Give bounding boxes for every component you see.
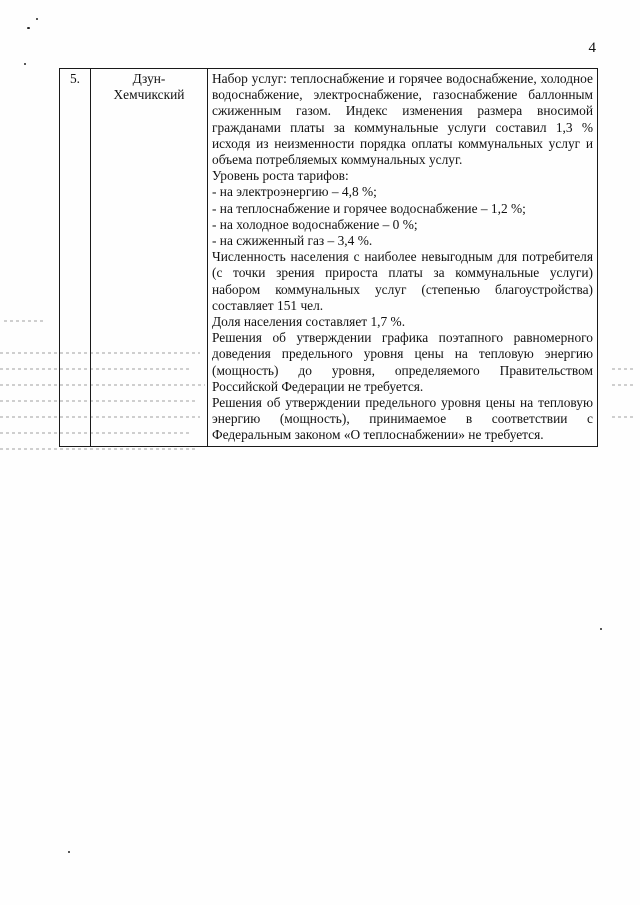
scan-speck [600, 628, 602, 630]
tariff-heating: - на теплоснабжение и горячее водоснабжение – 1,2 %; [212, 200, 526, 216]
row-number: 5. [69, 71, 81, 86]
table-row [60, 69, 598, 447]
municipality-table [59, 68, 598, 447]
schedule-decision-paragraph: Решения об утверждении графика поэтапного равномерного доведения предельного уровня цены на тепловую энергию (мощность) до уровня, определяемого Правительством Российской Федерации не требуется. [212, 330, 593, 394]
municipality-name-line-2: Хемчикский [113, 87, 185, 103]
population-paragraph: Численность населения с наиболее невыгодным для потребителя (с точки зрения прироста платы за коммунальные услуги) набором коммунальных услуг (степенью благоустройства) составляет 151 чел. [212, 249, 593, 313]
municipality-name-cell [91, 69, 208, 447]
tariff-growth-heading: Уровень роста тарифов: [212, 168, 349, 184]
scan-speck [27, 27, 30, 29]
scan-speck [68, 851, 70, 853]
population-share: Доля населения составляет 1,7 %. [212, 314, 406, 330]
row-number-cell [60, 69, 91, 447]
municipality-name-line-1: Дзун- [132, 71, 166, 86]
tariff-gas: - на сжиженный газ – 3,4 %. [212, 233, 373, 249]
scan-speck [24, 63, 26, 65]
tariff-cold-water: - на холодное водоснабжение – 0 %; [212, 216, 418, 232]
scan-speck [36, 18, 38, 20]
services-paragraph: Набор услуг: теплоснабжение и горячее водоснабжение, холодное водоснабжение, электроснабжение, газоснабжение баллонным сжиженным газом. Индекс изменения размера вносимой гражданами платы за коммунальные услуги составил 1,3 % исходя из неизменности порядка оплаты коммунальных услуг и объема потребляемых коммунальных услуг. [212, 71, 593, 168]
description-cell [208, 69, 598, 447]
page-number: 4 [588, 40, 596, 56]
price-limit-decision-paragraph: Решения об утверждении предельного уровня цены на тепловую энергию (мощность), принимаемое в соответствии с Федеральным законом «О теплоснабжении» не требуется. [212, 395, 593, 443]
tariff-electricity: - на электроэнергию – 4,8 %; [212, 184, 377, 200]
